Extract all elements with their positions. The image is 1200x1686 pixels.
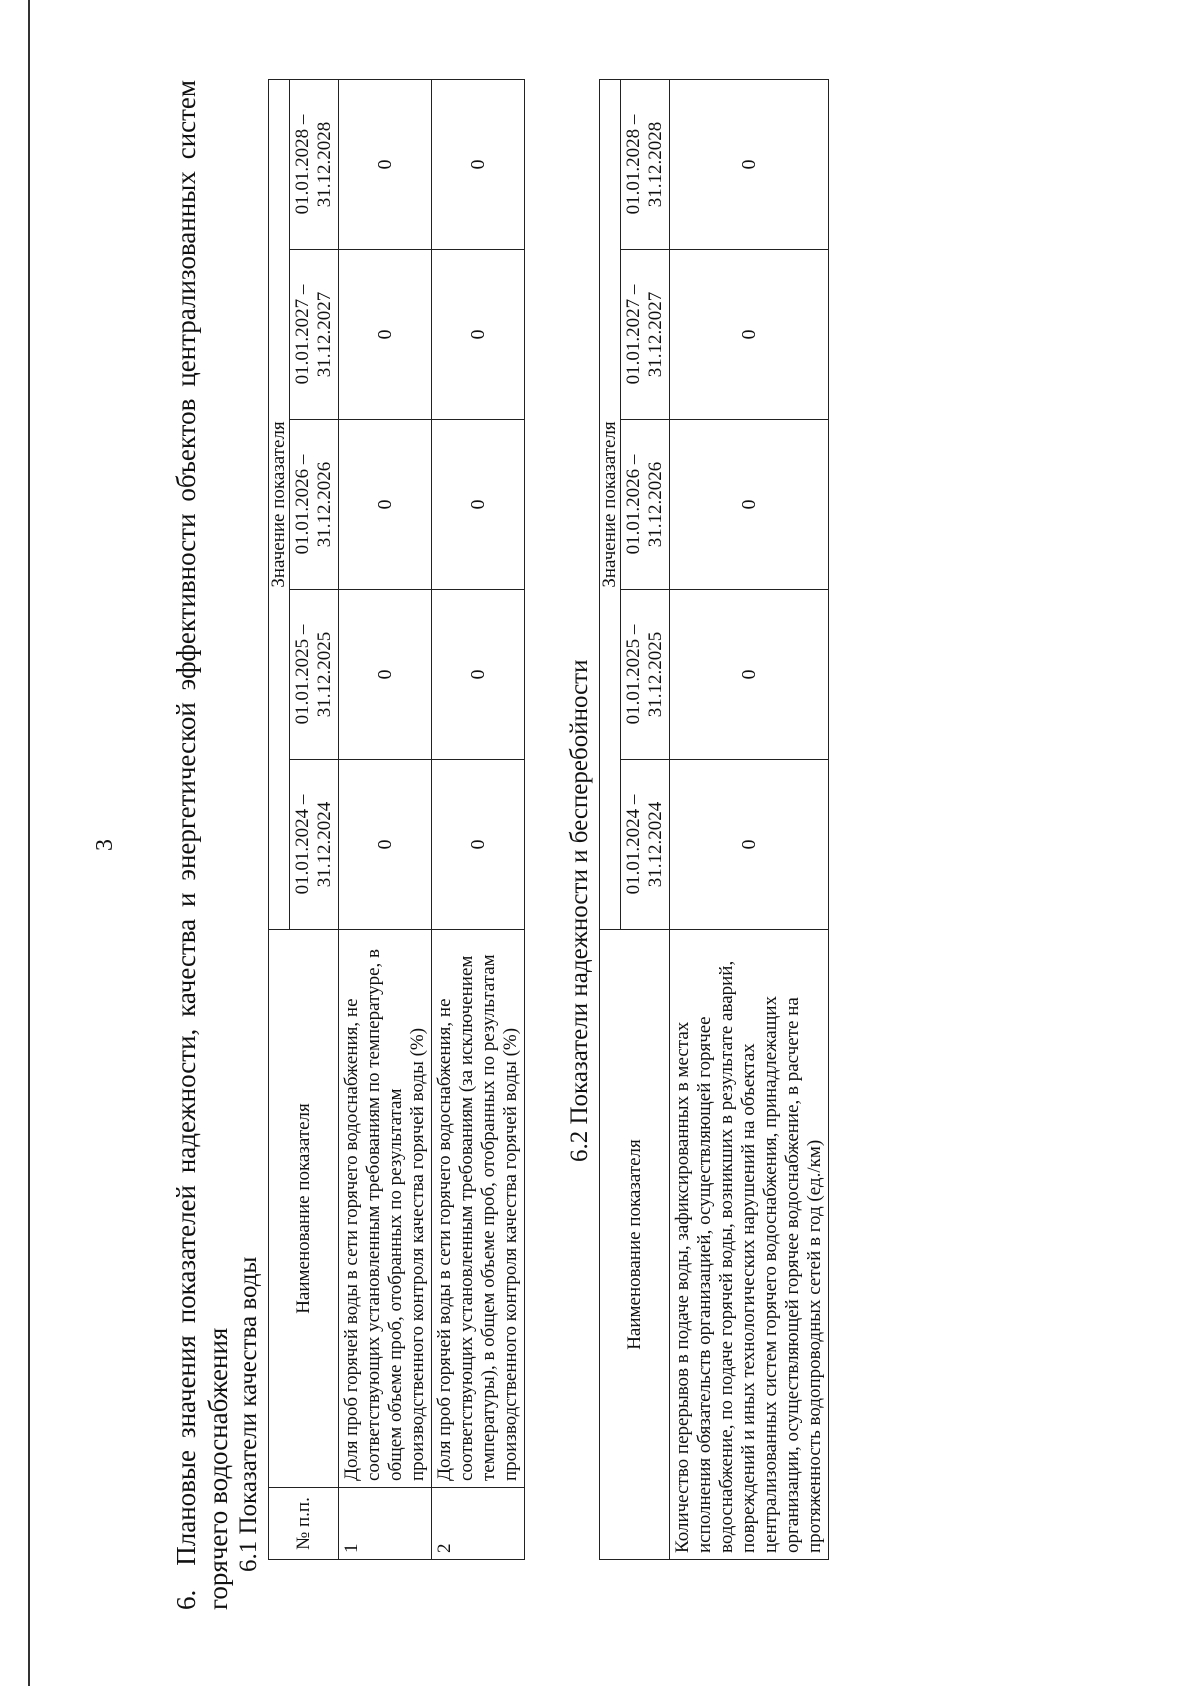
header-indicator-value: Значение показателя [600, 79, 621, 929]
reliability-table [599, 79, 829, 1560]
header-indicator-value: Значение показателя [269, 79, 290, 929]
section-title: Плановые значения показателей надежности, качества и энергетической эффективности объектов централизованных систем горячего водоснабжения [171, 80, 233, 1610]
header-indicator-name: Наименование показателя [269, 930, 339, 1488]
period-header: 01.01.2024 – 31.12.2024 [621, 760, 670, 930]
table-row [432, 79, 525, 1559]
water-quality-table [268, 79, 525, 1560]
table-row [339, 79, 432, 1559]
period-header: 01.01.2025 – 31.12.2025 [290, 590, 339, 760]
period-header: 01.01.2027 – 31.12.2027 [621, 250, 670, 420]
indicator-name: Доля проб горячей воды в сети горячего водоснабжения, не соответствующих установленным требованиям по температуре, в общем объеме проб, отобранных по результатам производственного контроля качества горячей воды (%) [339, 930, 432, 1488]
section-number: 6. [171, 1589, 201, 1610]
period-header: 01.01.2024 – 31.12.2024 [290, 760, 339, 930]
indicator-value: 0 [670, 590, 829, 760]
row-number: 1 [339, 1488, 432, 1560]
period-header: 01.01.2025 – 31.12.2025 [621, 590, 670, 760]
period-header: 01.01.2026 – 31.12.2026 [621, 420, 670, 590]
table2-title: 6.2 Показатели надежности и бесперебойности [566, 659, 593, 1162]
table-row [670, 79, 829, 1559]
indicator-value: 0 [670, 79, 829, 249]
indicator-value: 0 [670, 420, 829, 590]
indicator-value: 0 [339, 250, 432, 420]
indicator-value: 0 [432, 250, 525, 420]
table1-title: 6.1 Показатели качества воды [235, 1256, 262, 1572]
row-number: 2 [432, 1488, 525, 1560]
period-header: 01.01.2028 – 31.12.2028 [290, 79, 339, 249]
header-indicator-name: Наименование показателя [600, 930, 670, 1560]
period-header: 01.01.2026 – 31.12.2026 [290, 420, 339, 590]
indicator-value: 0 [339, 79, 432, 249]
period-header: 01.01.2028 – 31.12.2028 [621, 79, 670, 249]
indicator-value: 0 [339, 760, 432, 930]
indicator-value: 0 [670, 760, 829, 930]
indicator-value: 0 [432, 760, 525, 930]
period-header: 01.01.2027 – 31.12.2027 [290, 250, 339, 420]
indicator-value: 0 [339, 420, 432, 590]
indicator-value: 0 [432, 590, 525, 760]
indicator-value: 0 [670, 250, 829, 420]
header-number: № п.п. [269, 1488, 339, 1560]
section-heading [170, 80, 234, 1610]
page-edge-line [28, 0, 30, 1686]
indicator-value: 0 [432, 79, 525, 249]
page-number: 3 [92, 839, 118, 851]
indicator-name: Количество перерывов в подаче воды, зафиксированных в местах исполнения обязательств организацией, осуществляющей горячее водоснабжение, по подаче горячей воды, возникших в результате аварий, повреждений и иных технологических нарушений на объектах централизованных систем горячего водоснабжения, принадлежащих организации, осуществляющей горячее водоснабжение, в расчете на протяженность водопроводных сетей в год (ед./км) [670, 930, 829, 1560]
indicator-name: Доля проб горячей воды в сети горячего водоснабжения, не соответствующих установленным требованиям (за исключением температуры), в общем объеме проб, отобранных по результатам производственного контроля качества горячей воды (%) [432, 930, 525, 1488]
indicator-value: 0 [432, 420, 525, 590]
rotated-page-content [92, 80, 1070, 1610]
indicator-value: 0 [339, 590, 432, 760]
